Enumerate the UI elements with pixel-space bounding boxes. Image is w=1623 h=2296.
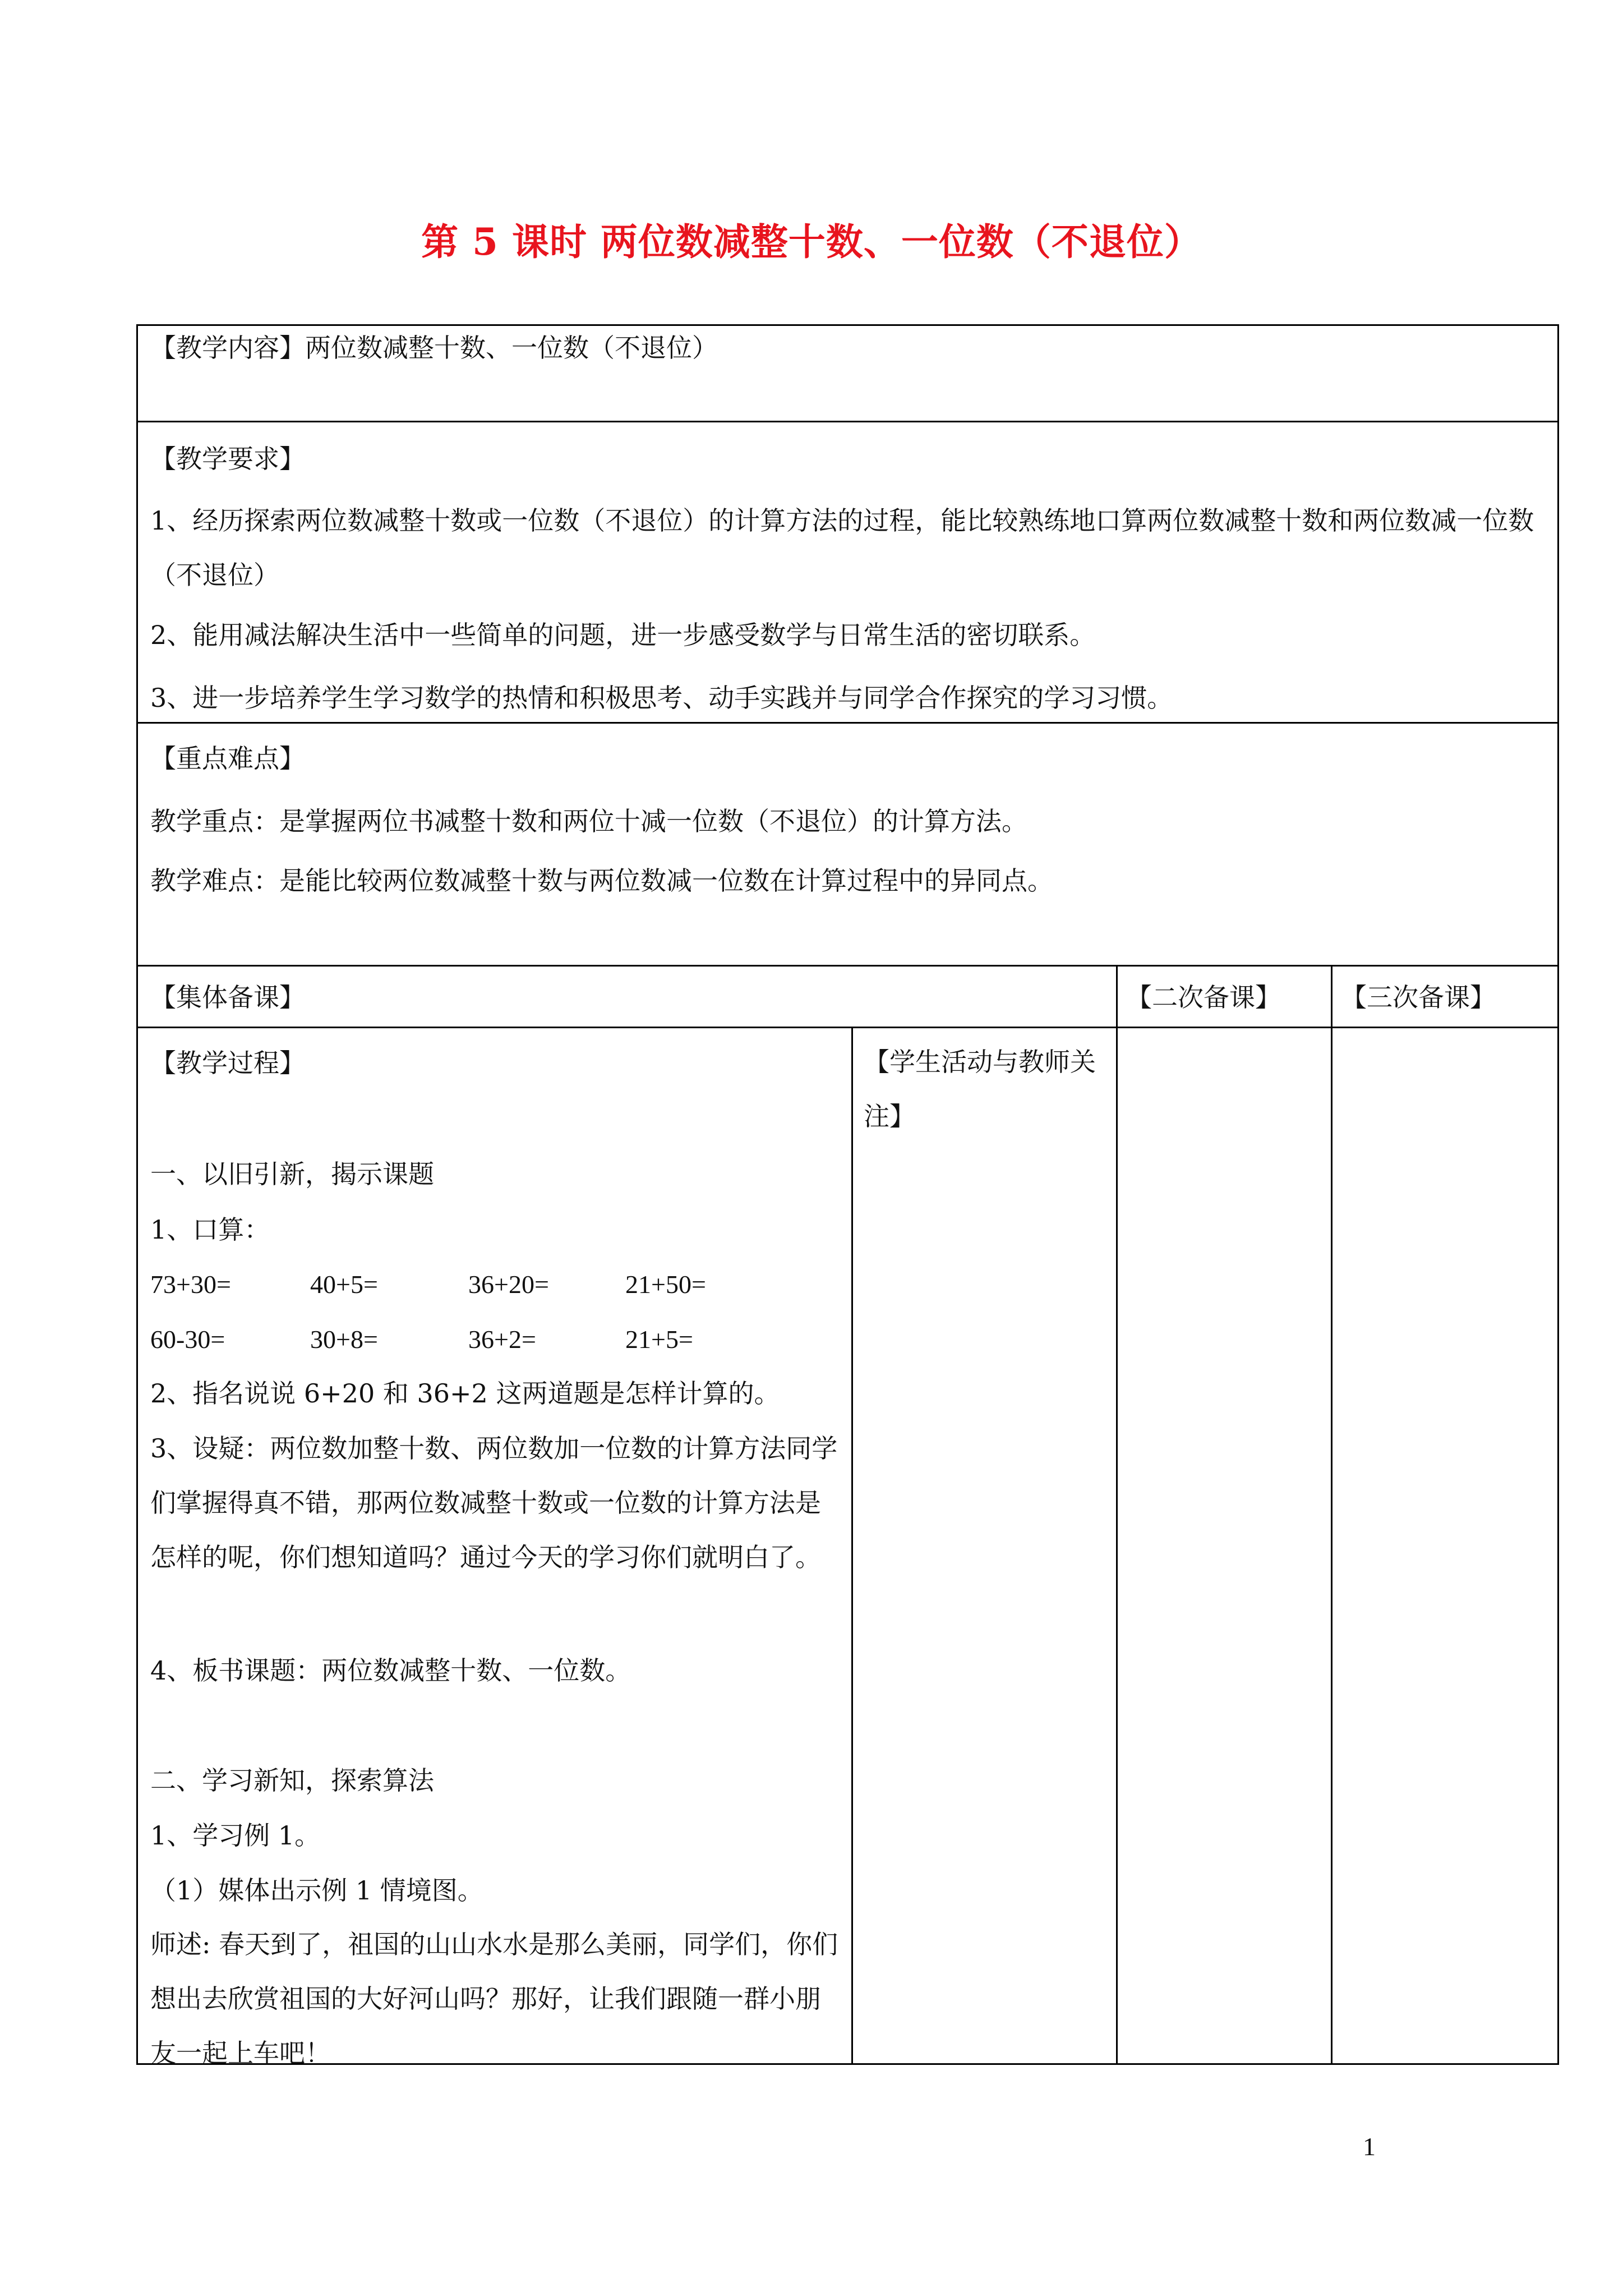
process-step: 1、学习例 1。 bbox=[150, 1820, 321, 1851]
group-prep-header: 【集体备课】 bbox=[150, 982, 305, 1013]
requirement-item: 2、能用减法解决生活中一些简单的问题，进一步感受数学与日常生活的密切联系。 bbox=[150, 620, 1096, 650]
calc-item: 73+30= bbox=[150, 1270, 231, 1299]
row-divider bbox=[136, 421, 1559, 422]
calc-item: 40+5= bbox=[310, 1270, 378, 1299]
student-activity-heading: 【学生活动与教师关注】 bbox=[864, 1047, 1096, 1131]
requirements-heading: 【教学要求】 bbox=[150, 444, 305, 474]
col-divider bbox=[1116, 965, 1118, 2065]
row-divider bbox=[136, 1027, 1559, 1028]
calc-item: 21+5= bbox=[625, 1325, 693, 1354]
teaching-difficulty: 教学难点：是能比较两位数减整十数与两位数减一位数在计算过程中的异同点。 bbox=[150, 866, 1053, 896]
section-heading: 二、学习新知，探索算法 bbox=[150, 1765, 434, 1796]
calc-item: 21+50= bbox=[625, 1270, 706, 1299]
requirement-item: 1、经历探索两位数减整十数或一位数（不退位）的计算方法的过程，能比较熟练地口算两位数减整十数和两位数减一位数（不退位） bbox=[150, 505, 1534, 590]
page-title: 第 5 课时 两位数减整十数、一位数（不退位） bbox=[421, 220, 1202, 264]
col-divider bbox=[1331, 965, 1332, 2065]
process-step: 1、口算： bbox=[150, 1214, 270, 1245]
process-step: （1）媒体出示例 1 情境图。 bbox=[150, 1875, 483, 1906]
calc-item: 36+20= bbox=[468, 1270, 549, 1299]
process-step: 师述: 春天到了，祖国的山山水水是那么美丽，同学们，你们想出去欣赏祖国的大好河山吗？那好，让我们跟随一群小朋友一起上车吧！ bbox=[150, 1929, 838, 2068]
section-heading: 一、以旧引新，揭示课题 bbox=[150, 1159, 434, 1189]
keypoints-heading: 【重点难点】 bbox=[150, 743, 305, 774]
process-step: 4、板书课题：两位数减整十数、一位数。 bbox=[150, 1655, 631, 1686]
page-number: 1 bbox=[1363, 2132, 1376, 2161]
row-divider bbox=[136, 965, 1559, 967]
teaching-focus: 教学重点：是掌握两位书减整十数和两位十减一位数（不退位）的计算方法。 bbox=[150, 806, 1027, 836]
col-divider bbox=[851, 1027, 853, 2065]
third-prep-header: 【三次备课】 bbox=[1341, 982, 1496, 1013]
calc-item: 30+8= bbox=[310, 1325, 378, 1354]
requirement-item: 3、进一步培养学生学习数学的热情和积极思考、动手实践并与同学合作探究的学习习惯。 bbox=[150, 683, 1173, 713]
content-row: 【教学内容】两位数减整十数、一位数（不退位） bbox=[150, 333, 718, 363]
table-border-left bbox=[136, 324, 138, 2065]
process-heading: 【教学过程】 bbox=[150, 1048, 305, 1078]
calc-item: 60-30= bbox=[150, 1325, 225, 1354]
calc-item: 36+2= bbox=[468, 1325, 536, 1354]
process-step: 2、指名说说 6+20 和 36+2 这两道题是怎样计算的。 bbox=[150, 1378, 780, 1409]
table-border-right bbox=[1557, 324, 1559, 2065]
process-step: 3、设疑：两位数加整十数、两位数加一位数的计算方法同学们掌握得真不错，那两位数减整十数或一位数的计算方法是怎样的呢，你们想知道吗？通过今天的学习你们就明白了。 bbox=[150, 1433, 838, 1572]
second-prep-header: 【二次备课】 bbox=[1126, 982, 1281, 1013]
